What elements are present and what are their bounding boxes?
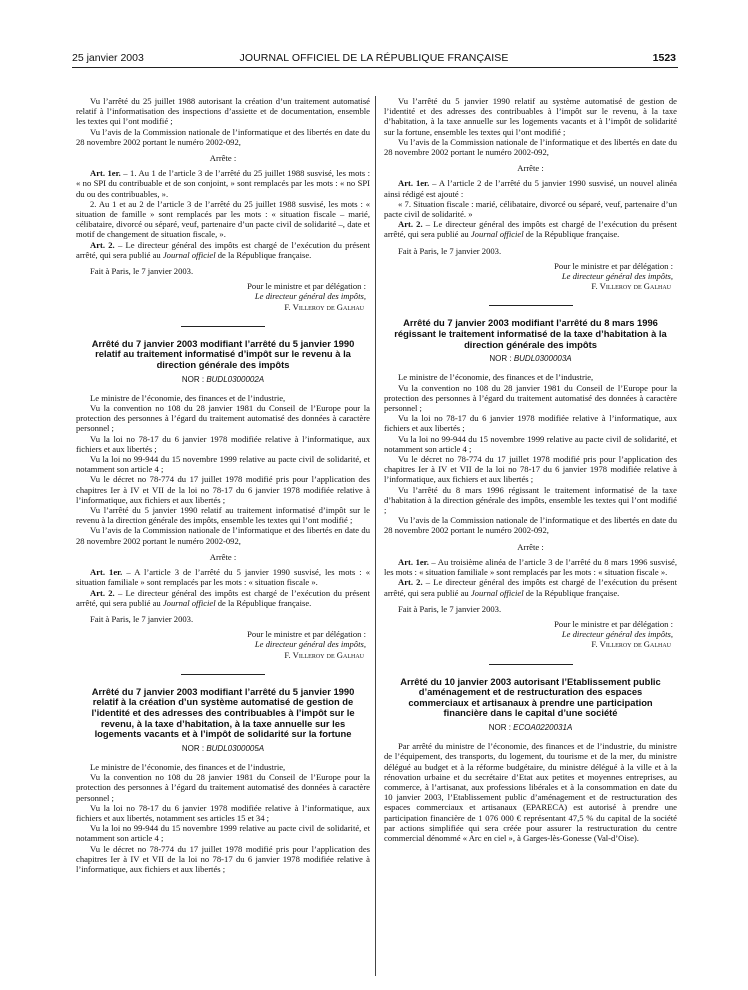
signature-line: Pour le ministre et par délégation : xyxy=(554,260,673,271)
signature-line: Pour le ministre et par délégation : xyxy=(247,281,366,292)
article-2 xyxy=(384,577,677,597)
paragraph: Vu la convention no 108 du 28 janvier 1981 du Conseil de l’Europe pour la protection des personnes à l’égard du traitement automatisé des données à caractère personnel ; xyxy=(384,382,677,414)
signature-role: Le directeur général des impôts, xyxy=(561,629,673,640)
section-separator xyxy=(181,674,265,675)
paragraph: Vu l’avis de la Commission nationale de l’informatique et des libertés en date du 28 novembre 2002 portant le numéro 2002-092, xyxy=(76,126,370,147)
column-divider xyxy=(375,96,376,976)
article-text: – Le directeur général des impôts est chargé de l’exécution du présent arrêté, qui sera publié au xyxy=(76,239,370,260)
nor-label: NOR : xyxy=(488,722,514,732)
nor-label: NOR : xyxy=(489,354,514,364)
paragraph: Le ministre de l’économie, des finances et de l’industrie, xyxy=(90,392,286,403)
paragraph: Vu la loi no 78-17 du 6 janvier 1978 modifiée relative à l’informatique, aux fichiers et aux libertés ; xyxy=(76,433,370,454)
signature-role: Le directeur général des impôts, xyxy=(254,291,366,302)
signature-name: F. Villeroy de Galhau xyxy=(284,649,364,660)
article-text: – Le directeur général des impôts est chargé de l’exécution du présent arrêté, qui sera publié au xyxy=(76,587,370,608)
signature-name: F. Villeroy de Galhau xyxy=(591,639,671,650)
article-text: de la République française. xyxy=(523,587,620,598)
paragraph: Vu l’avis de la Commission nationale de l’informatique et des libertés en date du 28 novembre 2002 portant le numéro 2002-092, xyxy=(384,515,677,536)
left-column xyxy=(76,96,370,874)
nor-label: NOR : xyxy=(181,374,207,384)
decree-title: Arrêté du 10 janvier 2003 autorisant l’Etablissement public d’aménagement et de restructuration des espaces commerciaux et artisanaux à prendre une participation financière dans le capital d’une société xyxy=(400,675,661,719)
signature-name: F. Villeroy de Galhau xyxy=(284,301,364,312)
article-2 xyxy=(76,588,370,608)
article-2 xyxy=(76,240,370,260)
paragraph: 2. Au 1 et au 2 de l’article 3 de l’arrêté du 25 juillet 1988 susvisé, les mots : « situation de famille » sont remplacés par les mots : « situation fiscale – marié, célibataire, divorcé ou séparé, veuf, partenaire d’un pacte civil de solidarité –, date et motif de changement de situation fiscale, ». xyxy=(76,198,370,240)
decree-title: Arrêté du 7 janvier 2003 modifiant l’arrêté du 8 mars 1996 régissant le traitement informatisé de la taxe d’habitation à la direction générale des impôts xyxy=(394,317,667,350)
paragraph: Vu la loi no 78-17 du 6 janvier 1978 modifiée relative à l’informatique, aux fichiers et aux libertés, notamment ses articles 15 et 34 ; xyxy=(76,802,370,823)
article-label: Art. 2. xyxy=(398,219,423,230)
nor-reference xyxy=(76,375,370,385)
header-page-number: 1523 xyxy=(652,52,676,64)
signature-block xyxy=(384,261,677,292)
decree-title: Arrêté du 7 janvier 2003 modifiant l’arrêté du 5 janvier 1990 relatif à la création d’un système automatisé de gestion de l’identité et des adresses des contribuables à l’impôt sur le revenu, à la taxe d’habitation, à la taxe annuelle sur les logements vacants et à l’impôt de solidarité sur la fortune xyxy=(91,685,355,740)
nor-code: BUDL0300003A xyxy=(513,354,572,364)
paragraph: Vu l’arrêté du 5 janvier 1990 relatif au système automatisé de gestion de l’identité et des adresses des contribuables à l’impôt sur le revenu, à la taxe d’habitation, à la taxe annuelle sur les logements vacants et à l’impôt de solidarité sur la fortune, ensemble les textes qui l’ont modifié ; xyxy=(384,96,677,137)
signature-block xyxy=(76,629,370,660)
paragraph: Vu la loi no 99-944 du 15 novembre 1999 relative au pacte civil de solidarité, et notamment son article 4 ; xyxy=(76,454,370,475)
section-separator xyxy=(489,664,573,665)
paragraph: Vu la loi no 99-944 du 15 novembre 1999 relative au pacte civil de solidarité, et notamment son article 4 ; xyxy=(76,823,370,844)
decree-title: Arrêté du 7 janvier 2003 modifiant l’arrêté du 5 janvier 1990 relatif au traitement informatisé d’impôt sur le revenu à la direction générale des impôts xyxy=(91,337,355,371)
signature-block xyxy=(384,619,677,650)
date-place: Fait à Paris, le 7 janvier 2003. xyxy=(90,266,194,277)
journal-officiel-ref: Journal officiel xyxy=(470,229,524,240)
right-column xyxy=(384,96,677,843)
arrete-heading: Arrête : xyxy=(209,153,237,164)
article-1 xyxy=(76,567,370,587)
paragraph: Vu le décret no 78-774 du 17 juillet 1978 modifié pris pour l’application des chapitres Ier à IV et VII de la loi no 78-17 du 6 janvier 1978 modifiée relative à l’informatique, aux fichiers et aux libertés ; xyxy=(384,454,677,485)
nor-reference xyxy=(76,744,370,754)
nor-reference xyxy=(384,354,677,364)
signature-name: F. Villeroy de Galhau xyxy=(591,281,671,292)
journal-officiel-ref: Journal officiel xyxy=(162,249,216,260)
article-1 xyxy=(384,557,677,577)
article-2 xyxy=(384,219,677,239)
header-rule xyxy=(72,67,678,68)
nor-code: BUDL0300002A xyxy=(206,374,265,384)
arrete-heading: Arrête : xyxy=(517,541,544,552)
paragraph: Le ministre de l’économie, des finances et de l’industrie, xyxy=(90,761,286,772)
journal-officiel-ref: Journal officiel xyxy=(470,587,524,598)
article-label: Art. 1er. xyxy=(398,556,429,567)
article-text: – Le directeur général des impôts est chargé de l’exécution du présent arrêté, qui sera publié au xyxy=(384,577,677,598)
date-place: Fait à Paris, le 7 janvier 2003. xyxy=(398,245,502,256)
section-separator xyxy=(489,305,573,306)
signature-line: Pour le ministre et par délégation : xyxy=(554,618,673,629)
paragraph: Vu la loi no 78-17 du 6 janvier 1978 modifiée relative à l’informatique, aux fichiers et aux libertés ; xyxy=(384,413,677,434)
article-1 xyxy=(384,178,677,198)
paragraph: Vu le décret no 78-774 du 17 juillet 1978 modifié pris pour l’application des chapitres Ier à IV et VII de la loi no 78-17 du 6 janvier 1978 modifiée relative à l’informatique, aux fichiers et aux libertés ; xyxy=(76,474,370,505)
journal-officiel-ref: Journal officiel xyxy=(162,597,216,608)
paragraph: « 7. Situation fiscale : marié, célibataire, divorcé ou séparé, veuf, partenaire d’un pacte civil de solidarité. » xyxy=(384,198,677,220)
article-text: – 1. Au 1 de l’article 3 de l’arrêté du 25 juillet 1988 susvisé, les mots : « no SPI du contribuable et de son conjoint, » sont remplacés par les mots : « no SPI du ou des contribuables, ». xyxy=(76,168,370,199)
paragraph: Vu la convention no 108 du 28 janvier 1981 du Conseil de l’Europe pour la protection des personnes à l’égard du traitement automatisé des données à caractère personnel ; xyxy=(76,403,370,434)
article-text: de la République française. xyxy=(215,597,312,608)
paragraph: Vu l’avis de la Commission nationale de l’informatique et des libertés en date du 28 novembre 2002 portant le numéro 2002-092, xyxy=(76,525,370,546)
paragraph: Vu la loi no 99-944 du 15 novembre 1999 relative au pacte civil de solidarité, et notamment son article 4 ; xyxy=(384,433,677,454)
article-text: de la République française. xyxy=(523,229,620,240)
date-place: Fait à Paris, le 7 janvier 2003. xyxy=(90,613,194,624)
article-text: – A l’article 2 de l’arrêté du 5 janvier 1990 susvisé, un nouvel alinéa ainsi rédigé est ajouté : xyxy=(384,178,677,199)
paragraph: Vu l’arrêté du 8 mars 1996 régissant le traitement informatisé de la taxe d’habitation à la direction générale des impôts, ensemble les textes qui l’ont modifié ; xyxy=(384,484,677,516)
article-1 xyxy=(76,168,370,199)
article-label: Art. 2. xyxy=(398,577,423,588)
article-text: de la République française. xyxy=(215,249,312,260)
section-separator xyxy=(181,326,265,327)
paragraph: Par arrêté du ministre de l’économie, des finances et de l’industrie, du ministre de l’équipement, des transports, du logement, du tourisme et de la mer, du ministre délégué au budget et à la réforme budgétaire, du ministre délégué à la ville et à la rénovation urbaine et du secrétaire d’Etat aux petites et moyennes entreprises, au commerce, à l’artisanat, aux professions libérales et à la consommation en date du 10 janvier 2003, l’Etablissement public d’aménagement et de restructuration des espaces commerciaux et artisanaux (EPARECA) est autorisé à prendre une participation financière de 1 076 000 € représentant 47,5 % du capital de la société par actions simplifiée qui sera créée pour assurer la restructuration du centre commercial dénommé « Arc en ciel », à Garges-lès-Gonesse (Val-d’Oise). xyxy=(384,741,677,843)
article-label: Art. 2. xyxy=(90,587,115,598)
header-title: JOURNAL OFFICIEL DE LA RÉPUBLIQUE FRANÇAISE xyxy=(239,52,509,64)
arrete-heading: Arrête : xyxy=(209,551,237,562)
nor-code: ECOA0220031A xyxy=(513,722,573,732)
signature-block xyxy=(76,281,370,312)
article-label: Art. 1er. xyxy=(90,567,123,578)
paragraph: Vu l’arrêté du 5 janvier 1990 relatif au traitement informatisé d’impôt sur le revenu à la direction générale des impôts, ensemble les textes qui l’ont modifié ; xyxy=(76,505,370,526)
paragraph: Vu le décret no 78-774 du 17 juillet 1978 modifié pris pour l’application des chapitres Ier à IV et VII de la loi no 78-17 du 6 janvier 1978 modifiée relative à l’informatique, aux fichiers et aux libertés ; xyxy=(76,843,370,874)
signature-role: Le directeur général des impôts, xyxy=(254,639,366,650)
nor-label: NOR : xyxy=(181,743,207,753)
nor-code: BUDL0300005A xyxy=(206,743,265,753)
signature-role: Le directeur général des impôts, xyxy=(561,271,673,282)
article-text: – Le directeur général des impôts est chargé de l’exécution du présent arrêté, qui sera publié au xyxy=(384,219,677,240)
article-text: – A l’article 3 de l’arrêté du 5 janvier 1990 susvisé, les mots : « situation familiale » sont remplacés par les mots : « situation fiscale ». xyxy=(76,567,370,588)
article-label: Art. 1er. xyxy=(90,168,121,179)
paragraph: Vu la convention no 108 du 28 janvier 1981 du Conseil de l’Europe pour la protection des personnes à l’égard du traitement automatisé des données à caractère personnel ; xyxy=(76,772,370,803)
date-place: Fait à Paris, le 7 janvier 2003. xyxy=(398,603,502,614)
arrete-heading: Arrête : xyxy=(517,163,544,174)
article-label: Art. 1er. xyxy=(398,178,430,189)
paragraph: Vu l’avis de la Commission nationale de l’informatique et des libertés en date du 28 novembre 2002 portant le numéro 2002-092, xyxy=(384,136,677,158)
header-date: 25 janvier 2003 xyxy=(72,52,144,64)
article-text: – Au troisième alinéa de l’article 3 de l’arrêté du 8 mars 1996 susvisé, les mots : « situation familiale » sont remplacés par les mots : « situation fiscale ». xyxy=(384,556,677,578)
nor-reference xyxy=(384,723,677,733)
paragraph: Vu l’arrêté du 25 juillet 1988 autorisant la création d’un traitement automatisé relatif à l’informatisation des inspections d’assiette et de documentation, ensemble les textes qui l’ont modifié ; xyxy=(76,96,370,127)
page-header xyxy=(72,52,676,66)
paragraph: Le ministre de l’économie, des finances et de l’industrie, xyxy=(398,372,594,383)
article-label: Art. 2. xyxy=(90,239,115,250)
signature-line: Pour le ministre et par délégation : xyxy=(247,629,366,640)
